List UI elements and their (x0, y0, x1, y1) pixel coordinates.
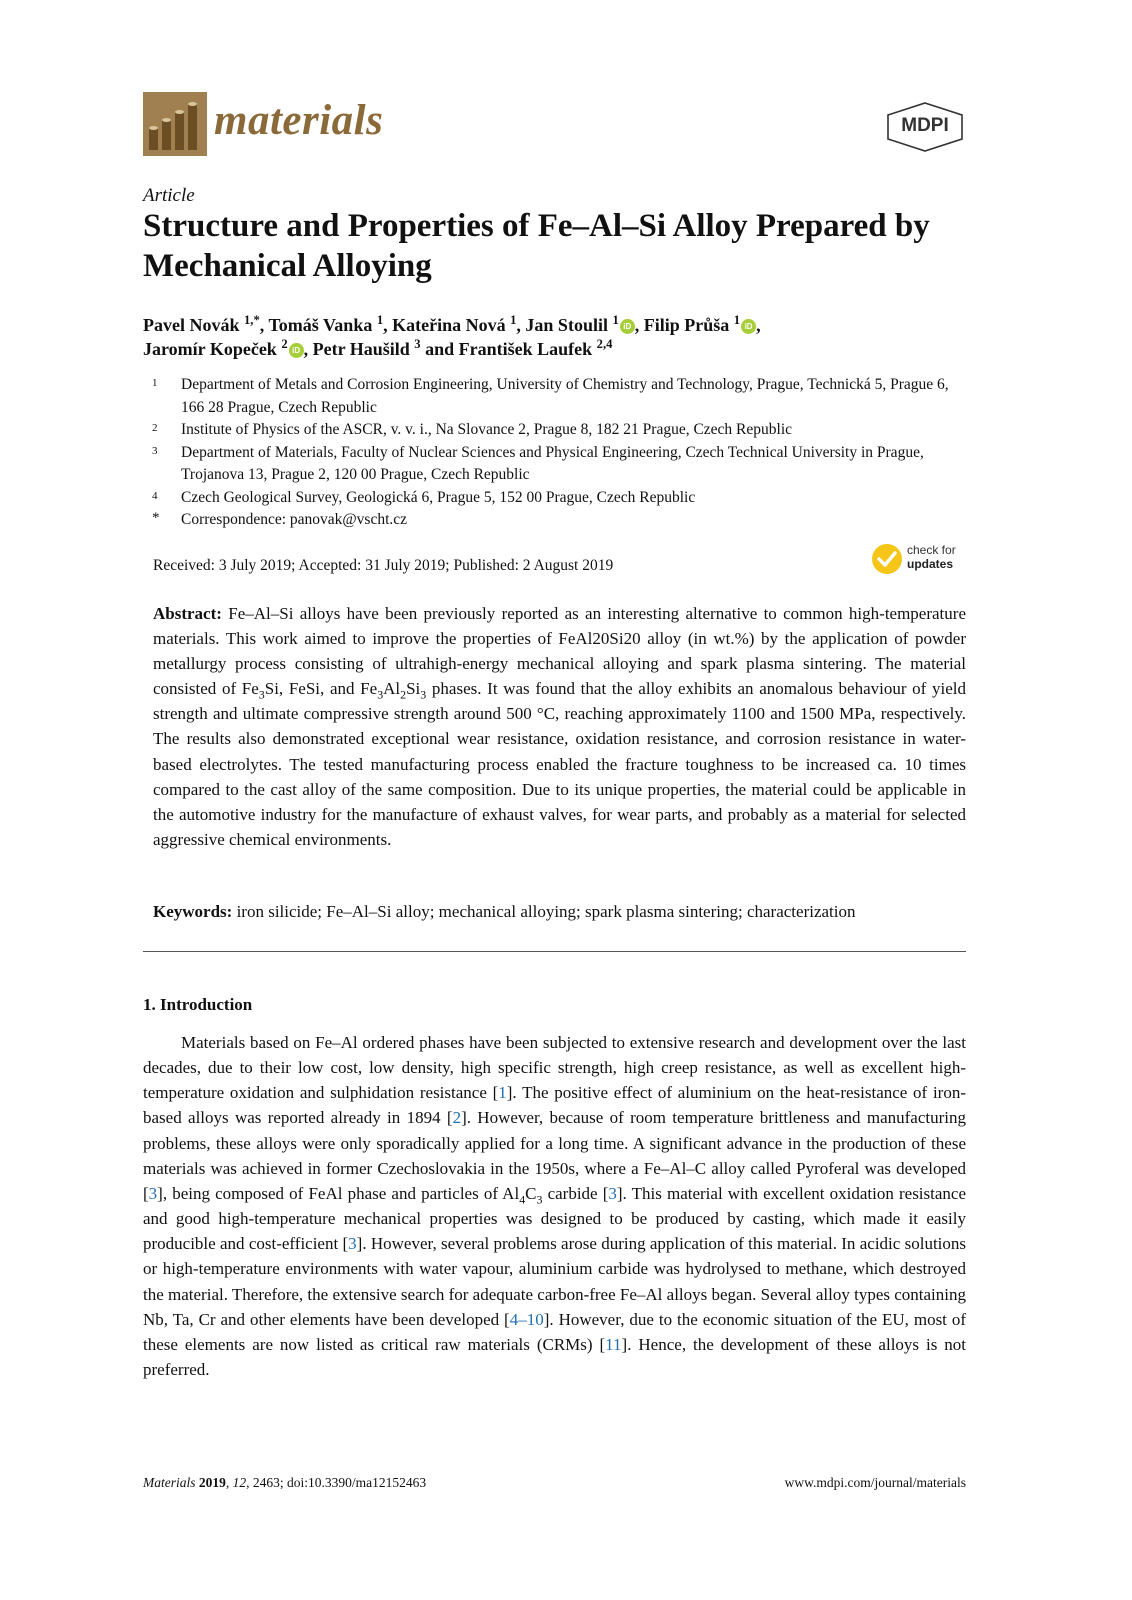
affiliation-item (143, 509, 973, 532)
author-name: Kateřina Nová (392, 315, 511, 335)
affiliation-item (143, 374, 973, 419)
section-heading: 1. Introduction (143, 995, 253, 1014)
subscript: 3 (536, 1192, 543, 1207)
author-connector: and (420, 339, 459, 359)
affiliation-number: 2 (152, 422, 158, 434)
orcid-icon[interactable]: iD (289, 343, 304, 358)
author-list: Pavel Novák $^{1,*}$, Tomáš Vanka $^1$, Kateřina Nová $^1$, Jan Stoulil $^1$ iD , Filip Průša $^1$ iD , Jaromír Kopeček $^2$ iD , Petr Haušild $^3$ and František Laufek $^{2,4}$ (143, 313, 761, 359)
citation-link[interactable]: 3 (608, 1183, 617, 1203)
affiliation-text: Correspondence: panovak@vscht.cz (181, 511, 408, 528)
affiliation-number: * (152, 510, 160, 526)
subscript: 3 (377, 687, 384, 702)
paper-title: Structure and Properties of Fe–Al–Si Alloy Prepared by Mechanical Alloying (143, 208, 930, 284)
affiliation-text: Department of Metals and Corrosion Engineering, University of Chemistry and Technology, Prague, Technická 5, Prague 6, 166 28 Prague, Czech Republic (181, 376, 949, 416)
citation-link[interactable]: 11 (605, 1334, 622, 1354)
subscript: 3 (258, 687, 265, 702)
affiliation-number: 4 (152, 489, 158, 502)
check-updates-line1: check for (907, 543, 956, 557)
author-affiliation-mark: 3 (414, 337, 421, 351)
author-name: Filip Průša (643, 315, 734, 335)
author-name: Pavel Novák (143, 315, 244, 335)
affiliation-number: 3 (152, 444, 158, 457)
publication-dates: Received: 3 July 2019; Accepted: 31 July 2019; Published: 2 August 2019 (153, 557, 614, 574)
keywords (153, 899, 966, 924)
author-affiliation-mark: 1 (376, 313, 384, 327)
publisher-logo (884, 101, 966, 153)
author-name: Petr Haušild (312, 339, 415, 359)
affiliation-list (143, 374, 973, 532)
check-updates-line2: updates (907, 557, 954, 571)
footer-doi: , 2463; doi:10.3390/ma12152463 (246, 1475, 427, 1490)
citation-link[interactable]: 2 (452, 1108, 462, 1128)
journal-name: materials (214, 97, 384, 144)
subscript: 2 (400, 687, 407, 702)
abstract (153, 601, 966, 852)
author-affiliation-mark: 2,4 (596, 337, 613, 351)
footer-journal: Materials (143, 1475, 196, 1490)
keywords-label: Keywords: (153, 902, 233, 921)
journal-logo (143, 92, 207, 156)
abstract-label: Abstract: (153, 604, 222, 623)
affiliation-text: Institute of Physics of the ASCR, v. v. i., Na Slovance 2, Prague 8, 182 21 Prague, Czech Republic (181, 421, 793, 438)
author-affiliation-mark: 2 (281, 337, 288, 351)
citation-link[interactable]: 1 (498, 1083, 507, 1103)
subscript: 3 (420, 687, 427, 702)
footer-citation: Materials 2019, 12, 2463; doi:10.3390/ma12152463 (143, 1475, 427, 1490)
affiliation-number: 1 (152, 377, 158, 389)
orcid-icon[interactable]: iD (620, 319, 635, 334)
introduction-paragraph: Materials based on Fe–Al ordered phases have been subjected to extensive research and development over the last decades, due to their low cost, low density, high specific strength, high creep resistance, as well as excellent high-temperature oxidation and sulphidation resistance [1]. The positive effect of aluminium on the heat-resistance of iron-based alloys was reported already in 1894 [2]. However, because of room temperature brittleness and manufacturing problems, these alloys were only sporadically applied for a long time. A significant advance in the production of these materials was achieved in former Czechoslovakia in the 1950s, where a Fe–Al–C alloy called Pyroferal was developed [3], being composed of FeAl phase and particles of $Al_4C_3$ carbide [3]. This material with excellent oxidation resistance and good high-temperature mechanical properties was designed to be produced by casting, which made it easily producible and cost-efficient [3]. However, several problems arose during application of this material. In acidic solutions or high-temperature environments with water vapour, aluminium carbide was hydrolysed to methane, which destroyed the material. Therefore, the extensive search for adequate carbon-free Fe–Al alloys began. Several alloy types containing Nb, Ta, Cr and other elements have been developed [4–10]. However, due to the economic situation of the EU, most of these elements are now listed as critical raw materials (CRMs) [11]. Hence, the development of these alloys is not preferred. (143, 1033, 967, 1380)
orcid-icon[interactable]: iD (741, 319, 756, 334)
abstract-text: Fe–Al–Si alloys have been previously reported as an interesting alternative to common high-temperature materials. This work aimed to improve the properties of FeAl20Si20 alloy (in wt.%) by the application of powder metallurgy process consisting of ultrahigh-energy mechanical alloying and spark plasma sintering. The material consisted of $Fe_3Si$, FeSi, and $Fe_3Al_2Si_3$ phases. It was found that the alloy exhibits an anomalous behaviour of yield strength and ultimate compressive strength around 500 °C, reaching approximately 1100 and 1500 MPa, respectively. The results also demonstrated exceptional wear resistance, oxidation resistance, and corrosion resistance in water-based electrolytes. The tested manufacturing process enabled the fracture toughness to be increased ca. 10 times compared to the cast alloy of the same composition. Due to its unique properties, the material could be applicable in the automotive industry for the manufacture of exhaust valves, for wear parts, and probably as a material for selected aggressive chemical environments. (153, 604, 967, 849)
publisher-name: MDPI (901, 115, 949, 136)
author-name: František Laufek (458, 339, 597, 359)
footer-url[interactable]: www.mdpi.com/journal/materials (784, 1475, 966, 1490)
author-affiliation-mark: 1 (733, 313, 741, 327)
subscript: 4 (519, 1192, 526, 1207)
check-for-updates-button[interactable] (870, 542, 970, 578)
footer-volume: 12 (232, 1475, 247, 1490)
affiliation-text: Czech Geological Survey, Geologická 6, Prague 5, 152 00 Prague, Czech Republic (181, 488, 696, 506)
article-type: Article (143, 185, 195, 206)
affiliation-text: Department of Materials, Faculty of Nuclear Sciences and Physical Engineering, Czech Technical University in Prague, Trojanova 13, Prague 2, 120 00 Prague, Czech Republic (181, 443, 924, 483)
citation-link[interactable]: 3 (348, 1234, 357, 1254)
author-affiliation-mark: 1 (510, 313, 517, 327)
affiliation-item (143, 487, 973, 510)
author-name: Tomáš Vanka (268, 315, 377, 335)
affiliation-item (143, 442, 973, 487)
author-affiliation-mark: 1 (612, 313, 619, 327)
citation-link[interactable]: 4–10 (509, 1309, 544, 1329)
author-name: Jaromír Kopeček (143, 339, 282, 359)
author-affiliation-mark: 1,* (244, 313, 260, 327)
check-updates-icon (870, 542, 904, 576)
keywords-text: iron silicide; Fe–Al–Si alloy; mechanical alloying; spark plasma sintering; characterization (236, 902, 856, 921)
footer-year: 2019 (198, 1475, 226, 1490)
affiliation-item (143, 419, 973, 442)
author-name: Jan Stoulil (525, 315, 613, 335)
section-divider (143, 951, 966, 952)
citation-link[interactable]: 3 (148, 1183, 158, 1203)
